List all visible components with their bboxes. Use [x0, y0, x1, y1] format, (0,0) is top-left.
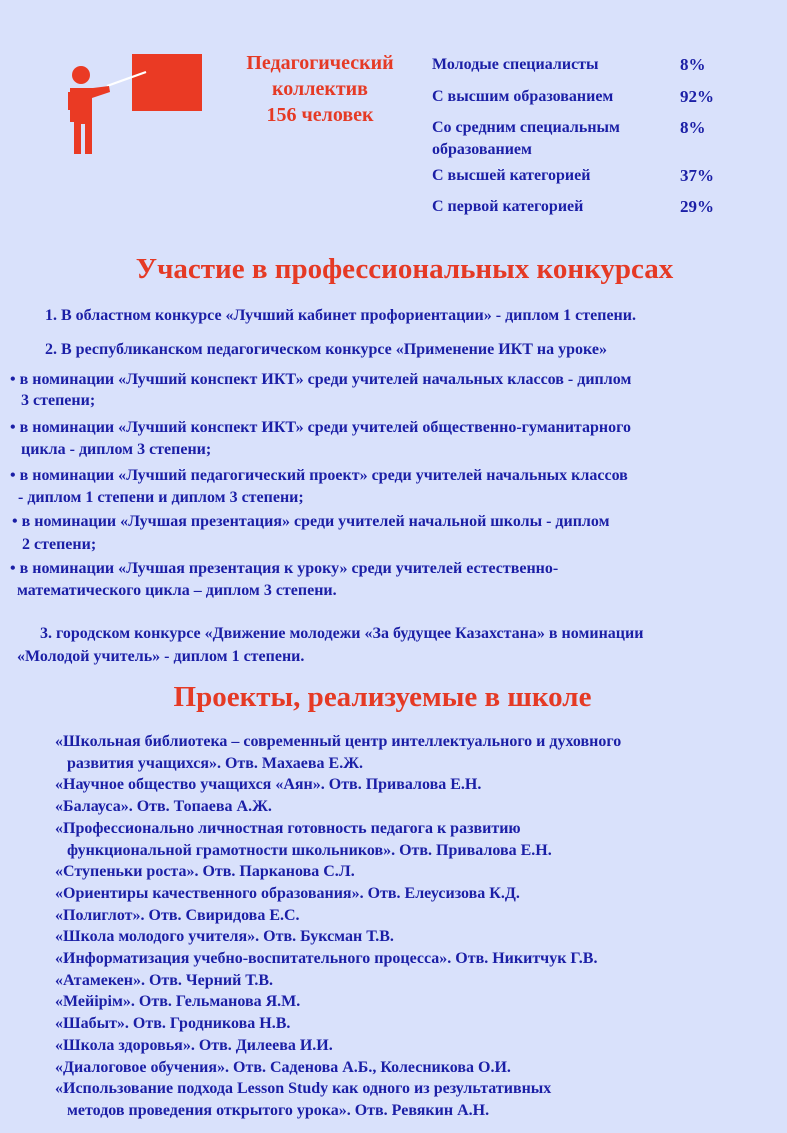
project-item [55, 796, 775, 818]
project-line: «Полиглот». Отв. Свиридова Е.С. [55, 906, 300, 924]
project-line: «Школьная библиотека – современный центр интеллектуального и духовного [55, 733, 622, 750]
project-item [55, 818, 775, 861]
project-item [55, 948, 775, 970]
staff-title-line: коллектив [272, 78, 368, 100]
stat-label: Молодые специалисты [432, 56, 599, 73]
project-line: «Научное общество учащихся «Аян». Отв. Привалова Е.Н. [55, 776, 482, 794]
project-line-continued: методов проведения открытого урока». Отв. Ревякин А.Н. [67, 1101, 490, 1119]
contests-heading: Участие в профессиональных конкурсах [135, 253, 674, 285]
stat-label: образованием [432, 141, 532, 158]
project-item [55, 731, 775, 774]
project-line: «Мейірім». Отв. Гельманова Я.М. [55, 993, 301, 1011]
project-item [55, 861, 775, 883]
projects-heading: Проекты, реализуемые в школе [173, 681, 592, 713]
project-item [55, 1013, 775, 1035]
staff-count: 156 человек [266, 104, 374, 126]
stat-label: Со средним специальным [432, 119, 620, 136]
contest-item: 1. В областном конкурсе «Лучший кабинет профориентации» - диплом 1 степени. [45, 307, 636, 324]
stat-value: 29% [680, 197, 714, 216]
nomination-line: математического цикла – диплом 3 степени. [17, 582, 337, 599]
contest-item: «Молодой учитель» - диплом 1 степени. [17, 648, 305, 665]
project-line: «Атамекен». Отв. Черний Т.В. [55, 971, 274, 989]
stat-label: С высшей категорией [432, 167, 591, 184]
project-line: «Ступеньки роста». Отв. Парканова С.Л. [55, 863, 355, 881]
project-item [55, 905, 775, 927]
project-item [55, 1078, 775, 1121]
projects-list [55, 731, 775, 1122]
project-item [55, 1035, 775, 1057]
nomination-line: цикла - диплом 3 степени; [21, 441, 212, 458]
project-line: «Использование подхода Lesson Study как одного из результативных [55, 1080, 552, 1098]
nomination-line: • в номинации «Лучшая презентация» среди учителей начальной школы - диплом [12, 513, 610, 530]
stat-label: С первой категорией [432, 198, 584, 215]
nomination-line: • в номинации «Лучший педагогический проект» среди учителей начальных классов [10, 467, 628, 484]
project-line: «Школа здоровья». Отв. Дилеева И.И. [55, 1036, 333, 1054]
project-line: «Профессионально личностная готовность педагога к развитию [55, 819, 521, 837]
project-line-continued: развития учащихся». Отв. Махаева Е.Ж. [67, 754, 364, 772]
stat-value: 8% [680, 55, 706, 74]
nomination-line: 3 степени; [21, 392, 96, 409]
stat-value: 8% [680, 118, 706, 137]
stat-value: 92% [680, 87, 714, 106]
nomination-line: • в номинации «Лучший конспект ИКТ» среди учителей общественно-гуманитарного [10, 419, 631, 436]
project-item [55, 774, 775, 796]
project-line: «Информатизация учебно-воспитательного процесса». Отв. Никитчук Г.В. [55, 950, 598, 968]
contest-item: 2. В республиканском педагогическом конкурсе «Применение ИКТ на уроке» [45, 341, 607, 358]
project-item [55, 1057, 775, 1079]
stat-value: 37% [680, 166, 714, 185]
nomination-line: • в номинации «Лучший конспект ИКТ» среди учителей начальных классов - диплом [10, 371, 632, 388]
stat-label: С высшим образованием [432, 88, 614, 105]
project-line-continued: функциональной грамотности школьников». Отв. Привалова Е.Н. [67, 841, 552, 859]
contest-item: 3. городском конкурсе «Движение молодежи «За будущее Казахстана» в номинации [40, 625, 644, 642]
nomination-line: 2 степени; [22, 536, 97, 553]
staff-title-line: Педагогический [246, 52, 394, 74]
project-line: «Школа молодого учителя». Отв. Буксман Т.В. [55, 928, 394, 946]
project-line: «Ориентиры качественного образования». Отв. Елеусизова К.Д. [55, 884, 520, 902]
teacher-at-board-icon [62, 50, 207, 160]
project-item [55, 970, 775, 992]
project-line: «Балауса». Отв. Топаева А.Ж. [55, 798, 272, 816]
nomination-line: - диплом 1 степени и диплом 3 степени; [18, 489, 304, 506]
project-line: «Диалоговое обучения». Отв. Саденова А.Б., Колесникова О.И. [55, 1058, 511, 1076]
project-item [55, 883, 775, 905]
staff-title [222, 50, 418, 128]
project-item [55, 991, 775, 1013]
project-line: «Шабыт». Отв. Гродникова Н.В. [55, 1015, 291, 1033]
nomination-line: • в номинации «Лучшая презентация к уроку» среди учителей естественно- [10, 560, 559, 577]
project-item [55, 926, 775, 948]
